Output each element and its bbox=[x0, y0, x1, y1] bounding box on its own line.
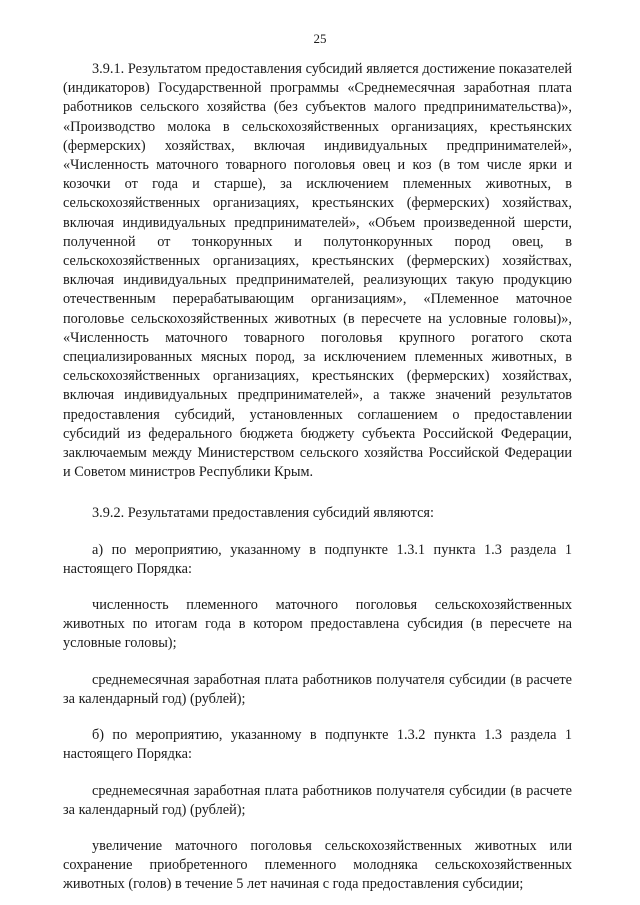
paragraph-result-livestock-increase: увеличение маточного поголовья сельскохозяйственных животных или сохранение приобретенного племенного молодняка сельскохозяйственных животных (голов) в течение 5 лет начиная с года предоставления субсидии; bbox=[63, 837, 572, 893]
paragraph-item-a: а) по мероприятию, указанному в подпункте 1.3.1 пункта 1.3 раздела 1 настоящего Порядка: bbox=[63, 541, 572, 577]
paragraph-result-breeding-stock: численность племенного маточного поголовья сельскохозяйственных животных по итогам года в котором предоставлена субсидия (в пересчете на условные головы); bbox=[63, 597, 572, 652]
paragraph-3-9-2: 3.9.2. Результатами предоставления субсидий являются: bbox=[92, 505, 434, 522]
paragraph-3-9-1: 3.9.1. Результатом предоставления субсидий является достижение показателей (индикаторов) Государственной программы «Среднемесячная заработная плата работников сельского хозяйства (без субъектов малого предпринимательства)», «Производство молока в сельскохозяйственных организациях, крестьянских (фермерских) хозяйствах, включая индивидуальных предпринимателей», «Численность маточного товарного поголовья овец и коз (в том числе ярки и козочки от года и старше), за исключением племенных животных, в сельскохозяйственных организациях, крестьянских (фермерских) хозяйствах, включая индивидуальных предпринимателей», «Объем произведенной шерсти, полученной от тонкорунных и полутонкорунных пород овец, в сельскохозяйственных организациях, крестьянских (фермерских) хозяйствах, включая индивидуальных предпринимателей, реализующих такую продукцию отечественным перерабатывающим организациям», «Племенное маточное поголовье сельскохозяйственных животных (в пересчете на условные головы)», «Численность маточного товарного поголовья крупного рогатого скота специализированных мясных пород, за исключением племенных животных, в сельскохозяйственных организациях, крестьянских (фермерских) хозяйствах, включая индивидуальных предпринимателей», а также значений результатов предоставления субсидий, установленных соглашением о предоставлении субсидий из федерального бюджета бюджету субъекта Российской Федерации, заключаемым между Министерством сельского хозяйства Российской Федерации и Советом министров Республики Крым. bbox=[63, 61, 572, 481]
page-number: 25 bbox=[313, 31, 327, 46]
paragraph-item-b: б) по мероприятию, указанному в подпункте 1.3.2 пункта 1.3 раздела 1 настоящего Порядка: bbox=[63, 727, 572, 763]
paragraph-result-salary-a: среднемесячная заработная плата работников получателя субсидии (в расчете за календарный год) (рублей); bbox=[63, 671, 572, 707]
paragraph-result-salary-b: среднемесячная заработная плата работников получателя субсидии (в расчете за календарный год) (рублей); bbox=[63, 782, 572, 818]
document-body bbox=[63, 60, 572, 895]
